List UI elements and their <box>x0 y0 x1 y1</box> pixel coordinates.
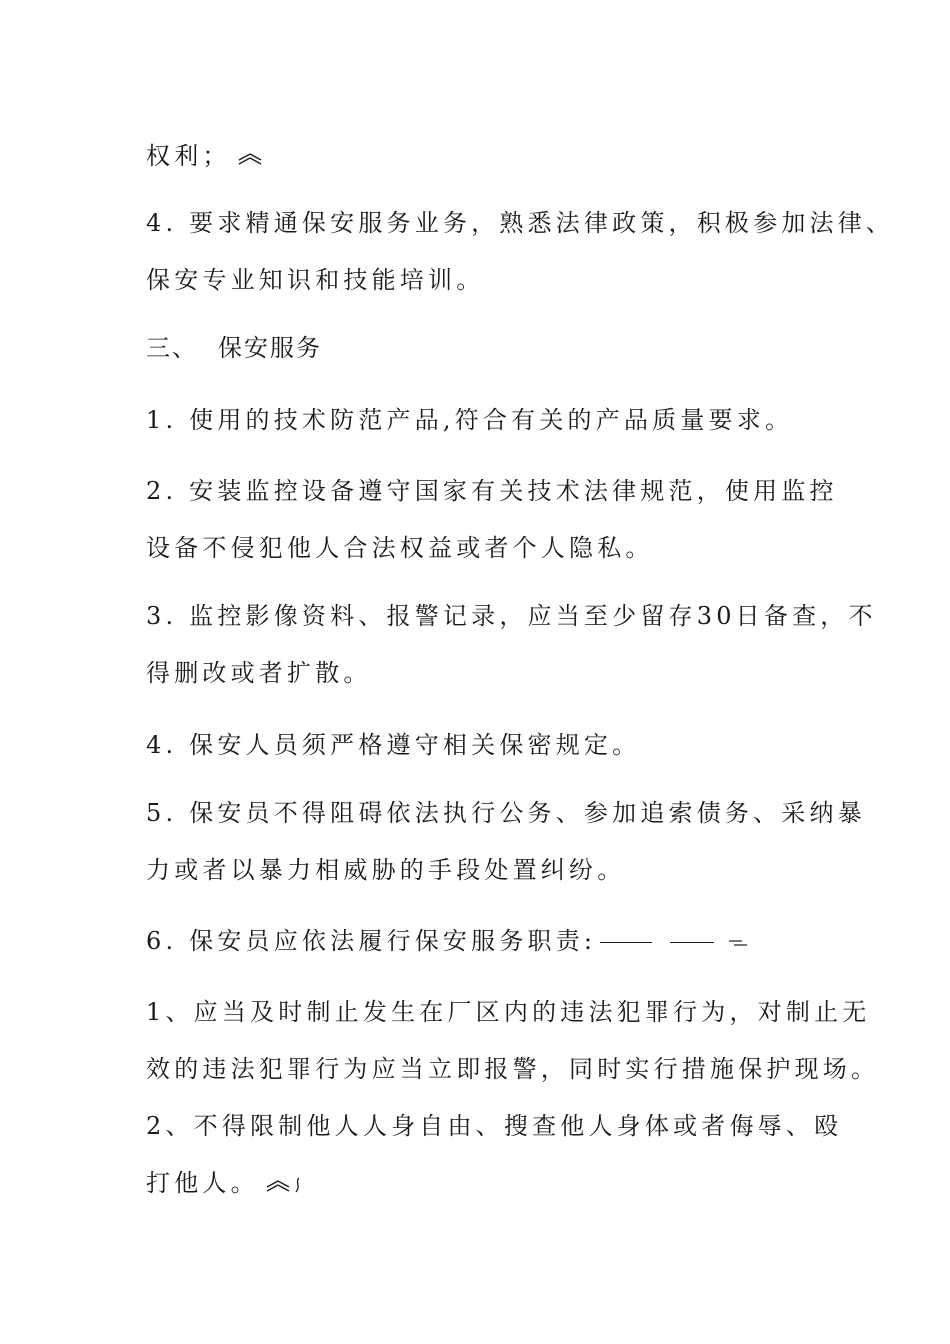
paragraph-line <box>146 729 640 761</box>
line-text: 1、应当及时制止发生在厂区内的违法犯罪行为，对制止无 <box>146 998 871 1026</box>
paragraph-line <box>146 854 625 886</box>
line-text: 4. 保安人员须严格遵守相关保密规定。 <box>146 731 641 759</box>
line-text: 效的违法犯罪行为应当立即报警，同时实行措施保护现场。 <box>146 1055 880 1083</box>
line-text: 6. 保安员应依法履行保安服务职责: <box>146 927 597 955</box>
form-line-mark <box>600 942 652 943</box>
line-text: 2、不得限制他人人身自由、搜查他人身体或者侮辱、殴 <box>146 1112 843 1140</box>
line-text: 4. 要求精通保安服务业务，熟悉法律政策，积极参加法律、 <box>146 209 895 237</box>
section-title: 保安服务 <box>218 334 322 362</box>
paragraph-line <box>146 1167 303 1199</box>
paragraph-line <box>146 264 484 296</box>
line-text: 1. 使用的技术防范产品,符合有关的产品质量要求。 <box>146 406 794 434</box>
line-text: 3. 监控影像资料、报警记录，应当至少留存30日备查，不 <box>146 602 877 630</box>
line-text: 2. 安装监控设备遵守国家有关技术法律规范，使用监控 <box>146 477 838 505</box>
chevron-mark-icon <box>237 150 263 166</box>
line-text: 打他人。 <box>146 1169 259 1197</box>
tilde-mark-icon <box>293 1176 303 1194</box>
line-text: 力或者以暴力相威胁的手段处置纠纷。 <box>146 856 626 884</box>
paragraph-line <box>146 797 866 829</box>
chevron-mark-icon <box>265 1177 291 1193</box>
paragraph-line <box>146 600 877 632</box>
paragraph-line <box>146 475 838 507</box>
section-number: 三、 <box>146 334 198 362</box>
paragraph-line <box>146 532 654 564</box>
section-heading <box>146 332 322 364</box>
paragraph-line <box>146 140 263 172</box>
form-line-mark <box>670 942 714 943</box>
paragraph-line <box>146 1110 842 1142</box>
line-text: 设备不侵犯他人合法权益或者个人隐私。 <box>146 534 654 562</box>
paragraph-line <box>146 404 793 436</box>
line-text: 5. 保安员不得阻碍依法执行公务、参加追索债务、采纳暴 <box>146 799 866 827</box>
paragraph-line <box>146 657 372 689</box>
paragraph-line <box>146 996 870 1028</box>
line-text: 得删改或者扩散。 <box>146 659 372 687</box>
paragraph-line <box>146 925 748 957</box>
paragraph-line <box>146 207 894 239</box>
equals-mark-icon <box>728 937 748 949</box>
line-text: 保安专业知识和技能培训。 <box>146 266 485 294</box>
paragraph-line <box>146 1053 879 1085</box>
line-text: 权利； <box>146 142 231 170</box>
